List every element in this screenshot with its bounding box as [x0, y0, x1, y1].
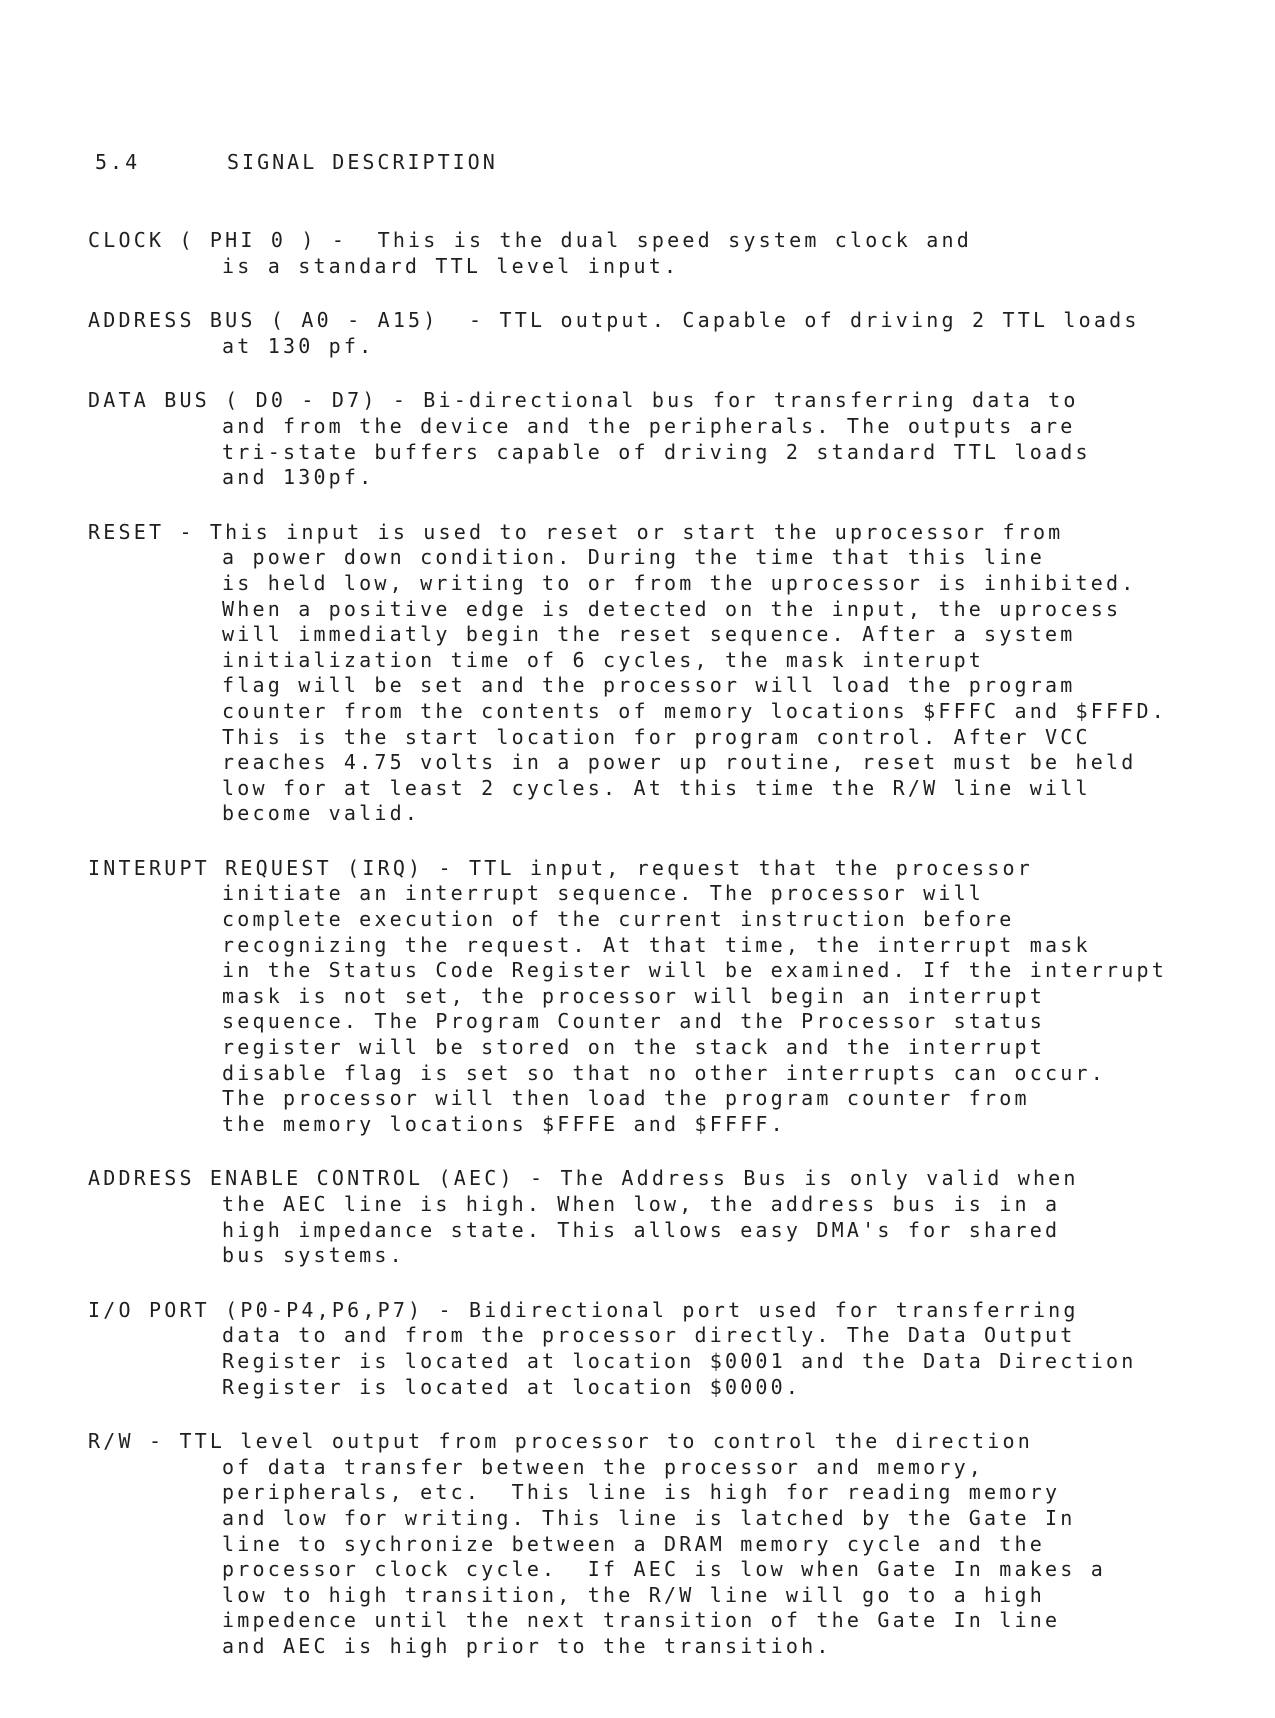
signal-entry-text-line: high impedance state. This allows easy DMA's for shared — [222, 1217, 1061, 1242]
signal-entry-text-line: the memory locations $FFFE and $FFFF. — [222, 1111, 786, 1136]
signal-entry-text-line: and low for writing. This line is latched by the Gate In — [222, 1505, 1076, 1530]
section-title: SIGNAL DESCRIPTION — [227, 150, 498, 174]
signal-entry-text-line: initiate an interrupt sequence. The processor will — [222, 881, 985, 906]
signal-entry-text-line: bus systems. — [222, 1243, 405, 1268]
signal-entry-heading-line: R/W - TTL level output from processor to control the direction — [88, 1429, 1033, 1454]
signal-entry-text-line: become valid. — [222, 801, 421, 826]
signal-entry-text-line: data to and from the processor directly. The Data Output — [222, 1323, 1076, 1348]
signal-entry-heading-line: ADDRESS ENABLE CONTROL (AEC) - The Address Bus is only valid when — [88, 1166, 1079, 1191]
signal-entry-heading-line: I/O PORT (P0-P4,P6,P7) - Bidirectional port used for transferring — [88, 1297, 1079, 1322]
signal-entry-heading-line: RESET - This input is used to reset or start the uprocessor from — [88, 519, 1064, 544]
signal-entry-text-line: tri-state buffers capable of driving 2 standard TTL loads — [222, 439, 1091, 464]
signal-entry-text-line: a power down condition. During the time that this line — [222, 545, 1046, 570]
signal-entry-text-line: Register is located at location $0000. — [222, 1374, 802, 1399]
signal-entry-text-line: initialization time of 6 cycles, the mask interupt — [222, 647, 985, 672]
signal-entry-heading-line: CLOCK ( PHI 0 ) - This is the dual speed system clock and — [88, 228, 972, 252]
signal-entry-text-line: sequence. The Program Counter and the Processor status — [222, 1009, 1046, 1034]
signal-entry-address-bus — [88, 308, 1218, 359]
signal-entry-text-line: impedence until the next transition of the Gate In line — [222, 1608, 1061, 1633]
signal-entry-reset — [88, 520, 1218, 827]
signal-entry-data-bus — [88, 388, 1218, 490]
signal-entry-text-line: disable flag is set so that no other interrupts can occur. — [222, 1060, 1106, 1085]
signal-entry-address-enable-control — [88, 1166, 1218, 1268]
signal-entry-text-line: This is the start location for program control. After VCC — [222, 724, 1091, 749]
signal-entry-text-line: processor clock cycle. If AEC is low when Gate In makes a — [222, 1557, 1106, 1582]
signal-entry-text-line: register will be stored on the stack and the interrupt — [222, 1035, 1046, 1060]
signal-list — [88, 228, 1218, 1689]
signal-entry-text-line: at 130 pf. — [222, 333, 375, 358]
signal-entry-clock — [88, 228, 1218, 279]
section-number: 5.4 — [95, 150, 141, 174]
signal-entry-text-line: of data transfer between the processor and memory, — [222, 1454, 985, 1479]
signal-entry-text-line: and from the device and the peripherals. The outputs are — [222, 413, 1076, 438]
signal-entry-text-line: When a positive edge is detected on the input, the uprocess — [222, 596, 1122, 621]
signal-entry-text-line: complete execution of the current instruction before — [222, 907, 1015, 932]
signal-entry-read-write — [88, 1429, 1218, 1659]
signal-entry-heading-line: INTERUPT REQUEST (IRQ) - TTL input, request that the processor — [88, 855, 1033, 880]
signal-entry-heading-line: ADDRESS BUS ( A0 - A15) - TTL output. Capable of driving 2 TTL loads — [88, 308, 1140, 333]
signal-entry-text-line: line to sychronize between a DRAM memory cycle and the — [222, 1531, 1046, 1556]
signal-entry-text-line: low for at least 2 cycles. At this time the R/W line will — [222, 775, 1091, 800]
signal-entry-text-line: in the Status Code Register will be examined. If the interrupt — [222, 958, 1167, 983]
signal-entry-text-line: is a standard TTL level input. — [222, 253, 680, 278]
signal-entry-heading-line: DATA BUS ( D0 - D7) - Bi-directional bus for transferring data to — [88, 388, 1079, 413]
signal-entry-text-line: mask is not set, the processor will begin an interrupt — [222, 983, 1046, 1008]
signal-entry-text-line: will immediatly begin the reset sequence. After a system — [222, 622, 1076, 647]
section-heading — [95, 150, 498, 174]
signal-entry-text-line: reaches 4.75 volts in a power up routine, reset must be held — [222, 750, 1137, 775]
signal-entry-text-line: counter from the contents of memory locations $FFFC and $FFFD. — [222, 698, 1167, 723]
signal-entry-text-line: and 130pf. — [222, 465, 375, 490]
signal-entry-text-line: The processor will then load the program counter from — [222, 1086, 1030, 1111]
signal-entry-interrupt-request — [88, 856, 1218, 1138]
signal-entry-text-line: Register is located at location $0001 and the Data Direction — [222, 1348, 1137, 1373]
signal-entry-text-line: peripherals, etc. This line is high for reading memory — [222, 1480, 1061, 1505]
signal-entry-text-line: recognizing the request. At that time, the interrupt mask — [222, 932, 1091, 957]
signal-entry-text-line: and AEC is high prior to the transitioh. — [222, 1633, 832, 1658]
signal-entry-text-line: flag will be set and the processor will load the program — [222, 673, 1076, 698]
signal-entry-text-line: the AEC line is high. When low, the address bus is in a — [222, 1192, 1061, 1216]
signal-entry-text-line: is held low, writing to or from the uprocessor is inhibited. — [222, 570, 1137, 595]
signal-entry-io-port — [88, 1298, 1218, 1400]
signal-entry-text-line: low to high transition, the R/W line will go to a high — [222, 1582, 1046, 1607]
